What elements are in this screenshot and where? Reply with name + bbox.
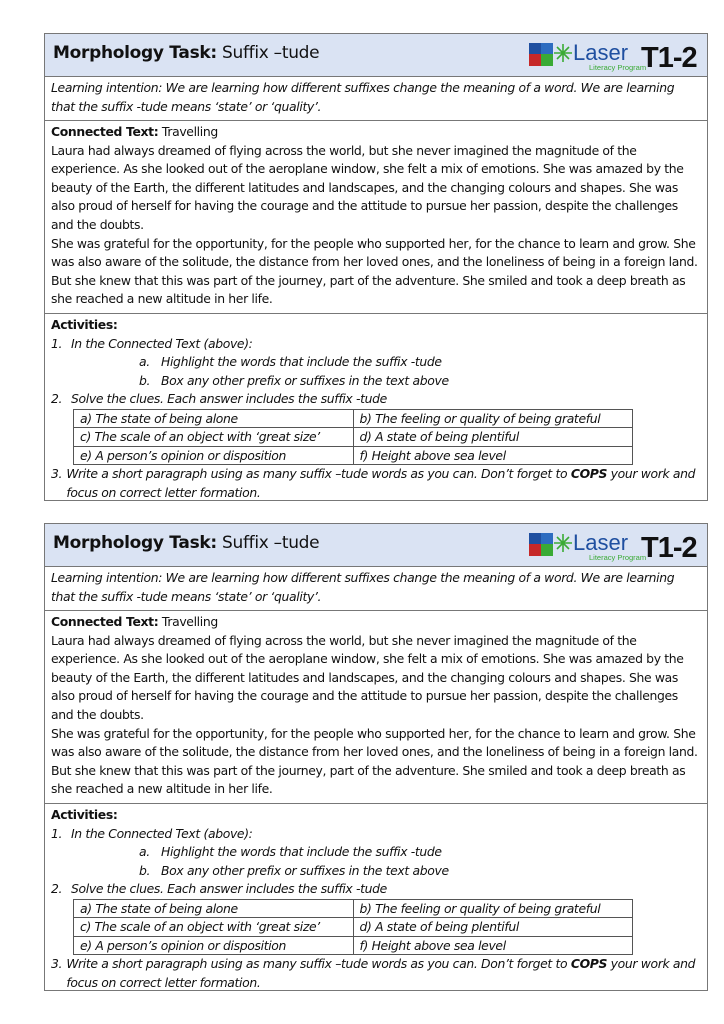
svg-text:Literacy Program: Literacy Program xyxy=(589,63,647,72)
clue-row xyxy=(74,918,633,937)
connected-paragraph: She was grateful for the opportunity, for the people who supported her, for the chance to learn and grow. She was also aware of the solitude, the distance from her loved ones, and the loneliness of being in a foreign land. But she knew that this was part of the journey, part of the adventure. She smiled and took a deep breath as she reached a new altitude in her life. xyxy=(51,235,698,307)
text: 2. xyxy=(51,881,63,897)
activity-3 xyxy=(51,955,701,992)
clues-table xyxy=(73,409,633,466)
clue-row xyxy=(74,428,633,447)
text: In the Connected Text (above): xyxy=(71,335,253,351)
text: your work and focus on correct letter formation. xyxy=(66,466,696,501)
text: Highlight the words that include the suffix -tude xyxy=(161,844,442,860)
clue-cell: e) A person’s opinion or disposition xyxy=(74,936,354,955)
page-title xyxy=(53,43,319,63)
text: Solve the clues. Each answer includes the suffix -tude xyxy=(71,391,387,407)
page-title xyxy=(53,533,319,553)
text: COPS xyxy=(570,466,608,482)
connected-paragraph: Laura had always dreamed of flying across the world, but she never imagined the magnitude of the experience. As she looked out of the aeroplane window, she felt a mix of emotions. She was amazed by the beauty of the Earth, the different latitudes and landscapes, and the changing colours and shapes. She was also proud of herself for having the courage and the attitude to pursue her passion, despite the challenges and the doubts. xyxy=(51,632,684,722)
clue-cell: d) A state of being plentiful xyxy=(353,428,633,447)
text: Box any other prefix or suffixes in the text above xyxy=(161,862,449,878)
text: Activities: xyxy=(51,317,118,332)
clue-cell: a) The state of being alone xyxy=(74,899,354,918)
clue-row xyxy=(74,936,633,955)
activities xyxy=(45,804,707,995)
learning-intention: Learning intention: We are learning how different suffixes change the meaning of a word. We are learning that the suffix -tude means ‘state’ or ‘quality’. xyxy=(45,77,707,121)
text: Write a short paragraph using as many suffix –tude words as you can. Don’t forget to xyxy=(66,956,571,972)
activity-subitem xyxy=(51,353,701,372)
activity-1 xyxy=(51,825,701,844)
text: a. xyxy=(139,354,150,370)
text: Connected Text: xyxy=(51,124,159,139)
text: 2. xyxy=(51,391,63,407)
text: Travelling xyxy=(158,124,218,139)
header xyxy=(45,34,707,77)
clue-cell: e) A person’s opinion or disposition xyxy=(74,446,354,465)
activity-subitem xyxy=(51,862,701,881)
worksheet xyxy=(44,523,708,991)
text: Highlight the words that include the suffix -tude xyxy=(161,354,442,370)
clue-row xyxy=(74,899,633,918)
text: b. xyxy=(139,372,151,388)
activity-1 xyxy=(51,335,701,354)
text: In the Connected Text (above): xyxy=(71,825,253,841)
activity-2 xyxy=(51,390,701,409)
clue-cell: b) The feeling or quality of being grateful xyxy=(353,409,633,428)
text: Solve the clues. Each answer includes the suffix -tude xyxy=(71,881,387,897)
svg-text:T1-2: T1-2 xyxy=(641,42,697,72)
text: your work and focus on correct letter formation. xyxy=(66,956,696,991)
clue-cell: c) The scale of an object with ‘great size’ xyxy=(74,428,354,447)
learning-intention: Learning intention: We are learning how different suffixes change the meaning of a word. We are learning that the suffix -tude means ‘state’ or ‘quality’. xyxy=(45,567,707,611)
svg-text:Literacy Program: Literacy Program xyxy=(589,553,647,562)
text: Connected Text: xyxy=(51,614,159,629)
svg-text:Laser: Laser xyxy=(573,530,629,555)
activity-2 xyxy=(51,880,701,899)
svg-text:T1-2: T1-2 xyxy=(641,532,697,562)
text: 3. xyxy=(51,956,63,972)
clue-row xyxy=(74,409,633,428)
activity-subitem xyxy=(51,843,701,862)
text: b. xyxy=(139,862,151,878)
clue-row xyxy=(74,446,633,465)
text: 3. xyxy=(51,466,63,482)
clue-cell: f) Height above sea level xyxy=(353,446,633,465)
activity-3 xyxy=(51,465,701,502)
text: Suffix –tude xyxy=(216,533,320,553)
text: Morphology Task: xyxy=(53,43,217,63)
text: a. xyxy=(139,844,150,860)
worksheet xyxy=(44,33,708,501)
text: Morphology Task: xyxy=(53,533,217,553)
connected-text xyxy=(45,611,707,804)
clue-cell: c) The scale of an object with ‘great size’ xyxy=(74,918,354,937)
text: 1. xyxy=(51,335,63,351)
text: 1. xyxy=(51,825,63,841)
text: COPS xyxy=(570,956,608,972)
text: Write a short paragraph using as many suffix –tude words as you can. Don’t forget to xyxy=(66,466,571,482)
laser-logo xyxy=(529,38,697,72)
header xyxy=(45,524,707,567)
activities xyxy=(45,314,707,505)
clue-cell: b) The feeling or quality of being grateful xyxy=(353,899,633,918)
laser-logo xyxy=(529,528,697,562)
clue-cell: f) Height above sea level xyxy=(353,936,633,955)
activity-subitem xyxy=(51,372,701,391)
connected-text xyxy=(45,121,707,314)
clue-cell: a) The state of being alone xyxy=(74,409,354,428)
text: Activities: xyxy=(51,807,118,822)
connected-paragraph: Laura had always dreamed of flying across the world, but she never imagined the magnitude of the experience. As she looked out of the aeroplane window, she felt a mix of emotions. She was amazed by the beauty of the Earth, the different latitudes and landscapes, and the changing colours and shapes. She was also proud of herself for having the courage and the attitude to pursue her passion, despite the challenges and the doubts. xyxy=(51,142,684,232)
clue-cell: d) A state of being plentiful xyxy=(353,918,633,937)
clues-table xyxy=(73,899,633,956)
text: Box any other prefix or suffixes in the text above xyxy=(161,372,449,388)
svg-text:Laser: Laser xyxy=(573,40,629,65)
text: Suffix –tude xyxy=(216,43,320,63)
connected-paragraph: She was grateful for the opportunity, for the people who supported her, for the chance to learn and grow. She was also aware of the solitude, the distance from her loved ones, and the loneliness of being in a foreign land. But she knew that this was part of the journey, part of the adventure. She smiled and took a deep breath as she reached a new altitude in her life. xyxy=(51,725,698,797)
text: Travelling xyxy=(158,614,218,629)
